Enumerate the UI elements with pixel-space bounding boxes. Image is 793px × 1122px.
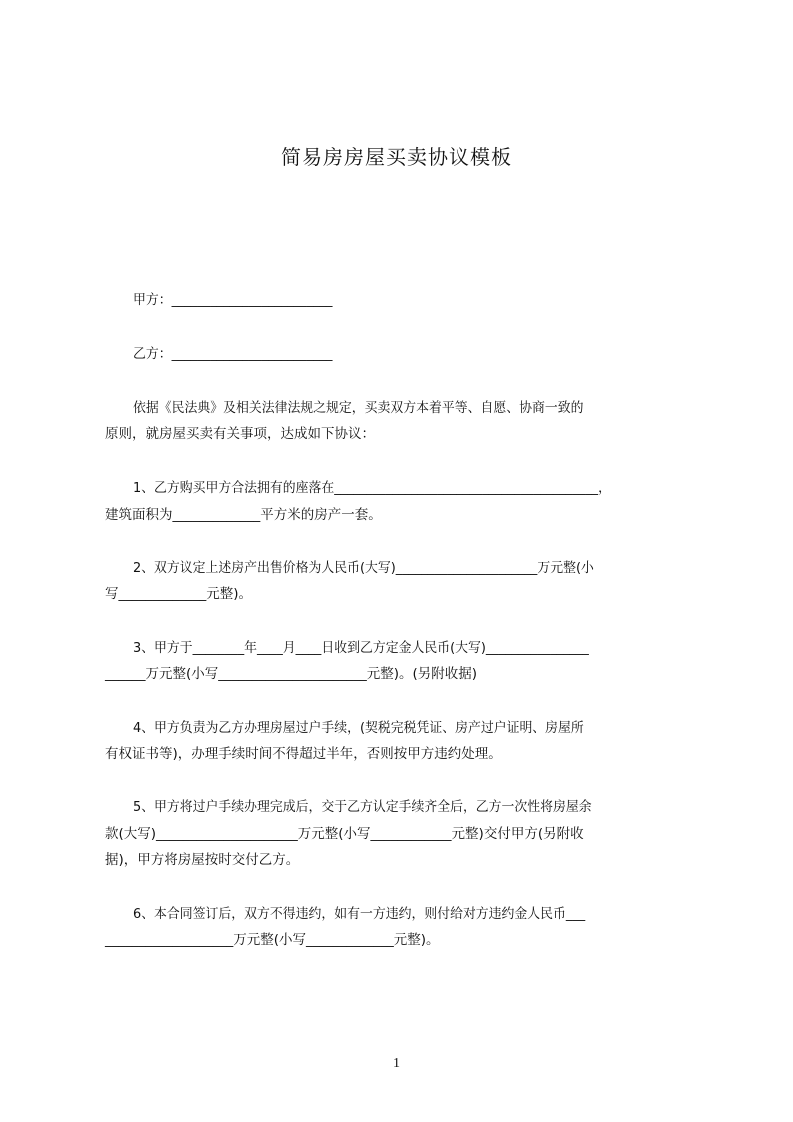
clause-6-line-1: 6、本合同签订后，双方不得违约，如有一方违约，则付给对方违约金人民币___: [133, 906, 586, 922]
page-number: 1: [393, 1056, 400, 1071]
clause-1-line-2: 建筑面积为_____________平方米的房产一套。: [105, 507, 382, 523]
clause-4-line-1: 4、甲方负责为乙方办理房屋过户手续，(契税完税凭证、房产过户证明、房屋所: [133, 720, 584, 736]
document-title: 简易房房屋买卖协议模板: [281, 145, 512, 169]
clause-6-line-2: ___________________万元整(小写_____________元整)。: [105, 932, 440, 948]
clause-2-line-1: 2、双方议定上述房产出售价格为人民币(大写)______________________万元整(小: [133, 560, 594, 576]
clause-3-line-2: ______万元整(小写______________________元整)。(另附收据): [105, 666, 478, 682]
party-b-line: 乙方：_________________________: [133, 346, 333, 362]
intro-line-2: 原则，就房屋买卖有关事项，达成如下协议：: [105, 426, 375, 442]
clause-5-line-1: 5、甲方将过户手续办理完成后，交于乙方认定手续齐全后，乙方一次性将房屋余: [133, 799, 592, 815]
intro-line-1: 依据《民法典》及相关法律法规之规定，买卖双方本着平等、自愿、协商一致的: [133, 400, 584, 416]
clause-4-line-2: 有权证书等)，办理手续时间不得超过半年，否则按甲方违约处理。: [105, 746, 502, 762]
clause-2-line-2: 写_____________元整)。: [105, 586, 253, 602]
clause-1-line-1: 1、乙方购买甲方合法拥有的座落在_________________________________________，: [133, 480, 611, 496]
party-a-line: 甲方：_________________________: [133, 292, 333, 308]
clause-5-line-2: 款(大写)_____________________万元整(小写____________元整)交付甲方(另附收: [105, 826, 584, 842]
clause-5-line-3: 据)，甲方将房屋按时交付乙方。: [105, 852, 300, 868]
clause-3-line-1: 3、甲方于________年____月____日收到乙方定金人民币(大写)________________: [133, 640, 589, 656]
